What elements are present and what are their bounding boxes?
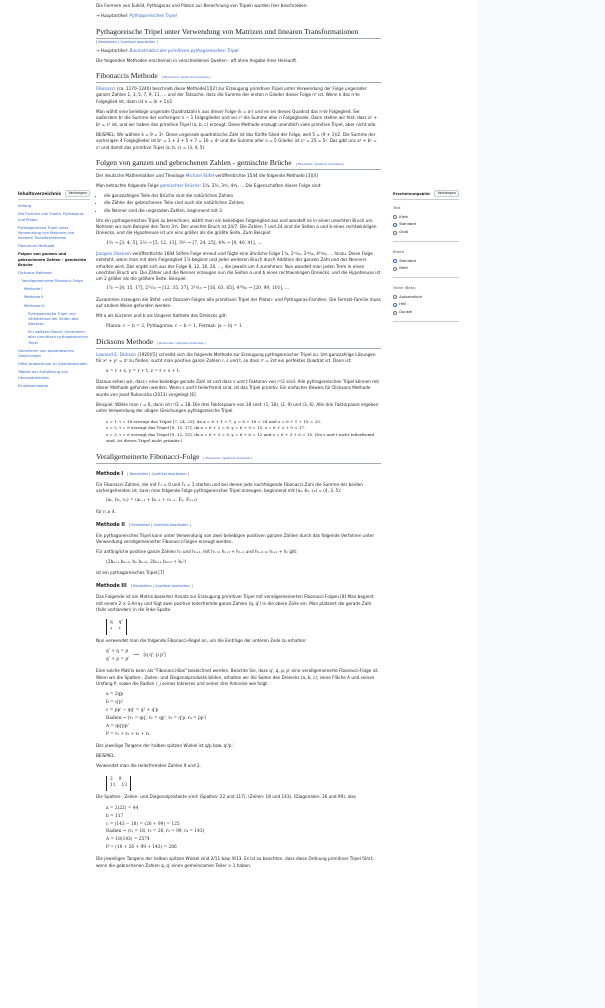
edit-links: [ Bearbeiten | Quelltext bearbeiten ] bbox=[130, 584, 193, 589]
radio-option[interactable] bbox=[393, 215, 459, 220]
radio-option[interactable] bbox=[393, 259, 459, 264]
toc-item[interactable] bbox=[18, 279, 90, 284]
formula-list bbox=[106, 691, 381, 739]
table-of-contents bbox=[18, 190, 90, 392]
toc-item[interactable] bbox=[18, 204, 90, 209]
matrix-cell: 2 bbox=[110, 776, 113, 782]
paragraph: BEISPIEL: bbox=[96, 753, 116, 759]
radio-button[interactable] bbox=[393, 267, 397, 271]
section-title: Fibonaccis Methode bbox=[96, 71, 158, 81]
subsection-heading-methode-2 bbox=[96, 523, 381, 530]
toc-item-label: Fibonaccis Methode bbox=[18, 244, 55, 249]
dickson-link[interactable]: Leonard E. Dickson bbox=[96, 352, 137, 358]
example-line: s = 2, t = 9 erzeugt das Tripel [8, 15, 17], da x = 6 + 2 = 8, y = 6 + 9 = 15, z = 6 + 2 + 9 = 17. bbox=[106, 425, 306, 431]
toc-item-label: Folgen von ganzen und gebrochenen Zahlen - gemischte Brüche bbox=[18, 252, 87, 267]
toc-item[interactable] bbox=[18, 252, 90, 268]
paragraph: Um ein pythagoreisches Tripel zu berechnen, wählt man ein beliebiges Folgenglied aus und wandelt es in einen unechten Bruch um. Nehmen wir zum Beispiel den Term 3³⁄₇. Der unechte Bruch ist 24/7. Die Zahlen 7 und 24 sind die Seiten a und b eines rechtwinkligen Dreiecks, und die Hypotenuse ist um eins größer als die größte Seite. Zum Beispiel: bbox=[96, 217, 377, 236]
radio-label: Breit bbox=[399, 266, 408, 271]
math-formula: 1⅓ → [3, 4, 5], 2⅖ → [5, 12, 13], 3³⁄₇ → [7, 24, 25], 4⁴⁄₉ → [9, 40, 41], … bbox=[106, 240, 262, 246]
appearance-groups bbox=[393, 206, 459, 322]
toc-item[interactable] bbox=[18, 271, 90, 276]
appearance-panel bbox=[393, 190, 459, 330]
example-formula-list bbox=[106, 805, 381, 853]
section-heading-folgen bbox=[96, 157, 381, 170]
edit-source-link[interactable]: Quelltext bearbeiten bbox=[155, 584, 191, 589]
toc-item[interactable] bbox=[18, 312, 90, 328]
edit-links: [ Bearbeiten | Quelltext bearbeiten ] bbox=[128, 522, 191, 527]
hatnote-prefix: → Hauptartikel: bbox=[96, 47, 130, 53]
section-title: Verallgemeinerte Fibonacci-Folge bbox=[96, 451, 200, 461]
list-item: • die ganzzahligen Teile der Brüche sind die natürlichen Zahlen bbox=[104, 193, 381, 199]
rule-matrix: [q q'; p p'] bbox=[143, 653, 166, 659]
radio-option[interactable] bbox=[393, 302, 459, 307]
subsection-heading-methode-1 bbox=[96, 472, 381, 479]
paragraph-text: (ca. 1170–1240) beschrieb diese Methode[1][2] zur Erzeugung primitiver Tripel unter Verwendung der Folge ungerader ganzer Zahlen 1, 3, 5, 7, 9, 11, … und der Tatsache, dass die Summe der ersten n Glieder dieser Folge n² ist. Wenn k das n-te Folgeglied ist, dann ist n = (k + 1)/2. bbox=[96, 86, 367, 104]
example-line: s = 1, t = 18 erzeugt das Tripel [7, 24, 25], da x = 6 + 1 = 7, y = 6 + 18 = 24 und z = 6 + 1 + 18 = 25. bbox=[106, 418, 322, 424]
edit-source-link[interactable]: Quelltext bearbeiten bbox=[176, 341, 204, 346]
toc-hide-button[interactable]: Verbergen bbox=[65, 190, 90, 197]
paragraph bbox=[96, 352, 381, 365]
rule-equations bbox=[106, 648, 129, 664]
stifel-link[interactable]: Michael Stifel bbox=[185, 172, 214, 178]
paragraph bbox=[96, 173, 381, 179]
math-formula: (2hₙ₊₁ hₙ₊₂, hₙ hₙ₊₃, 2hₙ₊₁ hₙ₊₂ + hₙ²) bbox=[106, 559, 187, 565]
edit-link[interactable]: Bearbeiten bbox=[159, 341, 174, 346]
appearance-header bbox=[393, 190, 459, 200]
paragraph: BEISPIEL: Wir wählen k = 9 = 3². Diese ungerade quadratische Zahl ist das fünfte Glied der Folge, weil 5 = (9 + 1)/2. Die Summe der vorherigen 4 Folgeglieder ist b² = 1 + 3 + 5 + 7 = 16 = 4² und die Summe aller n = 5 Glieder ist c² = 25 = 5². Das gibt uns a² + b² = c² und damit das primitive Tripel (a, b, c) = (3, 4, 5). bbox=[96, 131, 377, 150]
radio-option[interactable] bbox=[393, 230, 459, 235]
matrix-row bbox=[110, 777, 127, 784]
radio-button[interactable] bbox=[393, 215, 397, 219]
subsection-title: Methode I bbox=[96, 471, 124, 477]
hatnote-link[interactable]: Baumstruktur der primitiven pythagoreischen Tripel bbox=[129, 47, 239, 53]
equation-line: q' + q = p bbox=[106, 649, 129, 655]
paragraph: ist ein pythagoreisches Tripel.[7] bbox=[96, 570, 165, 576]
radio-button[interactable] bbox=[393, 295, 397, 299]
appearance-group-title: Farbe (Beta) bbox=[393, 286, 416, 291]
toc-list bbox=[18, 204, 90, 389]
section-heading-dickson bbox=[96, 336, 381, 349]
toc-header bbox=[18, 190, 90, 200]
edit-links: [ Bearbeiten | Quelltext bearbeiten ] bbox=[295, 161, 345, 166]
mixed-fraction-link[interactable]: gemischter Brüche bbox=[160, 183, 200, 189]
matrix-cell: 11 bbox=[110, 783, 116, 789]
math-formula: (aₙ, bₙ, cₙ) = (aₙ₋₁ + bₙ₋₁ + cₙ₋₁, Fₙ, Fₙ₊₁) bbox=[106, 498, 197, 504]
matrix-cell: • bbox=[118, 627, 122, 633]
radio-label: Standard bbox=[399, 258, 416, 263]
toc-item[interactable] bbox=[18, 330, 90, 346]
equation-line: Radien → (r₁ = qq', r₂ = qp', r₃ = q'p, r₄ = pp') bbox=[106, 715, 207, 721]
toc-item[interactable] bbox=[18, 349, 90, 359]
edit-links: [ Bearbeiten | Quelltext bearbeiten ] bbox=[96, 39, 158, 44]
radio-option[interactable] bbox=[393, 222, 459, 227]
hatnote-main-article bbox=[96, 13, 381, 19]
section-title: Dicksons Methode bbox=[96, 337, 154, 347]
edit-link[interactable]: Bearbeiten bbox=[131, 522, 151, 527]
edit-link[interactable]: Bearbeiten bbox=[205, 455, 221, 460]
edit-source-link[interactable]: Quelltext bearbeiten bbox=[314, 161, 343, 166]
radio-label: Dunkel bbox=[399, 310, 412, 315]
example-matrix bbox=[106, 776, 131, 792]
edit-links: [ Bearbeiten | Quelltext bearbeiten ] bbox=[203, 455, 253, 460]
toc-item[interactable] bbox=[18, 226, 90, 242]
matrix-row bbox=[110, 783, 127, 790]
edit-source-link[interactable]: Quelltext bearbeiten bbox=[180, 75, 209, 80]
paragraph-text: veröffentlichte 1694 Stifels Folge erneut und fügte eine ähnliche Folge 1⅞, 2¹¹⁄₁₂, 3¹⁵⁄₁₆, 4¹⁹⁄₂₀, … hinzu. Diese Folge entsteht, wenn man mit dem Folgenglied 1⅞ beginnt und jeder weiteren Bruch durch Addition der ganzen Zahl und des Nenners erhalten wird. Das ergibt sich aus der Folge 8, 12, 16, 20, …, die jeweils um 4 zunehmen. Nun wandelt man jeden Term in einen unechten Bruch um. Die Zähler und die Nenner erzeugen nun die Seiten a und b eines rechtwinkligen Dreiecks, und die Hypotenuse ist um 2 größer als die größere Seite. Beispiel: bbox=[96, 250, 381, 282]
appearance-group bbox=[393, 286, 459, 322]
math-formula: Platon: c − b = 2, Pythagoras: c − b = 1, Fermat: |a − b| = 1 bbox=[106, 323, 242, 329]
matrix-cell: • bbox=[110, 627, 113, 633]
toc-item-label: Pythagoreische Tripel unter Verwendung von Matrizen und linearen Transformationen bbox=[18, 225, 75, 241]
list-item: • die Nenner sind die ungeraden Zahlen, beginnend mit 3. bbox=[104, 208, 381, 214]
equation-line: a = 2(22) = 44 bbox=[106, 805, 139, 811]
paragraph: Zusammen erzeugen die Stifel- und Ozanam-Folgen alle primitiven Tripel der Platon- und Pythagoras-Familien. Die Fermat-Familie muss auf andere Weise gefunden werden. bbox=[96, 296, 381, 309]
paragraph: Nun verwendet man die folgende Fibonacci-Regel an, um die Einträge der unteren Zeile zu erhalten: bbox=[96, 638, 307, 644]
toc-item[interactable] bbox=[18, 362, 90, 367]
paragraph: Die Spalten-, Zeilen- und Diagonalprodukte sind: (Spalten: 22 und 117), (Zeilen: 18 und 143), (Diagonalen: 26 und 99), also bbox=[96, 794, 356, 800]
paragraph: Daraus sehen wir, dass r eine beliebige gerade Zahl ist und dass s und t Faktoren von r²/2 sind. Alle pythagoreischen Tripel können mit dieser Methode gefunden werden. Wenn s und t teilerfremd sind, ist das Tripel primitiv. Ein einfacher Beweis für Dicksons Methode wurde von Josef Rukavicka (2013) vorgelegt.[6] bbox=[96, 379, 380, 397]
paragraph-text: Man betrachte folgende Folge bbox=[96, 183, 161, 189]
toc-item-label: Methode III bbox=[24, 303, 45, 308]
section-title: Pythagoreische Tripel unter Verwendung von Matrizen und linearen Transformationen bbox=[96, 26, 359, 36]
paragraph: Ein pythagoreisches Tripel kann unter Verwendung von zwei beliebigen positiven ganzen Zahlen durch das folgende Verfahren unter Verwendung verallgemeinerter Fibonacci-Folgen erzeugt werden. bbox=[96, 532, 375, 545]
math-formula: x = r + s, y = r + t, z = r + s + t. bbox=[106, 368, 180, 374]
math-formula: 1⅞ → [8, 15, 17], 2¹¹⁄₁₂ → [12, 35, 37], 3¹⁵⁄₁₆ → [16, 63, 65], 4¹⁹⁄₂₀ → [20, 99, 101], … bbox=[106, 286, 290, 292]
hatnote-prefix: → Hauptartikel: bbox=[96, 13, 130, 19]
equation-line: Radien → (r₁ = 18, r₂ = 26, r₃ = 99, r₄ = 143) bbox=[106, 829, 205, 835]
appearance-group-title: Text bbox=[393, 206, 401, 211]
matrix-cell: q bbox=[110, 620, 113, 626]
toc-item-label: Einzelnachweise bbox=[18, 383, 49, 388]
matrix-row bbox=[110, 627, 123, 634]
fibonacci-box-matrix bbox=[106, 619, 127, 635]
subsection-title: Methode III bbox=[96, 584, 127, 590]
radio-label: Hell bbox=[399, 302, 407, 307]
paragraph: Für anfängliche positive ganze Zahlen hₙ und hₙ₊₁, mit hₙ = hₙ₊₁ + hₙ₋₁ und hₙ₊₂ = hₙ₊₁ + hₙ gilt: bbox=[96, 549, 298, 555]
radio-label: Automatisch bbox=[399, 294, 423, 299]
equation-line: c = (143 − 18) = (26 + 99) = 125 bbox=[106, 821, 180, 827]
paragraph: für n ≥ 4. bbox=[96, 508, 117, 514]
hatnote-link[interactable]: Pythagoreisches Tripel bbox=[129, 13, 177, 19]
radio-button[interactable] bbox=[393, 231, 397, 235]
paragraph: Mit a als kürzerer und b als längerer Kathete des Dreiecks gilt: bbox=[96, 313, 227, 319]
paragraph: Beispiel: Wähle man r = 6, dann ist r²/2 = 18. Die drei Faktorpaare von 18 sind: (1, 18), (2, 9) und (3, 6). Alle drei Faktorpaare ergeben unter Verwendung der obigen Gleichungen pythagoreische Tripel. bbox=[96, 401, 379, 414]
paragraph bbox=[96, 183, 381, 189]
dickson-examples bbox=[106, 419, 381, 445]
subsection-heading-methode-3 bbox=[96, 584, 381, 591]
equation-line: b = 117 bbox=[106, 813, 124, 819]
edit-source-link[interactable]: Quelltext bearbeiten bbox=[153, 522, 189, 527]
paragraph: Man wählt eine beliebige ungerade Quadratzahl k aus dieser Folge (k = a²) und es sei dieses Quadrat das n-te Folgeglied. Sei außerdem b² die Summe der vorherigen n − 1 Folgeglieder und sei c² die Summe aller n Folgeglieder. Dann stellen wir fest, dass a² + b² = c² ist, und wir haben das primitive Tripel (a, b, c) erzeugt. Diese Methode erzeugt unendlich viele primitive Tripel, aber nicht alle. bbox=[96, 109, 378, 127]
radio-option[interactable] bbox=[393, 266, 459, 271]
paragraph-text: (1920)[5] schreibt sich die folgende Methode zur Erzeugung pythagoreischer Tripel zu. Um ganzzahlige Lösungen für x² + y² = z² zu finden, sucht man positive ganze Zahlen r, s und t, so dass r² = 2st ein perfektes Quadrat ist. Dann ist: bbox=[96, 352, 376, 364]
equation-line: A = qq'pp' bbox=[106, 723, 129, 729]
hatnote-tree bbox=[96, 48, 381, 54]
intro-line: Die Formeln von Euklid, Pythagoras und Platon zur Berechnung von Tripeln wurden hier beschrieben: bbox=[96, 3, 308, 8]
property-list bbox=[96, 193, 381, 213]
equation-line: A = 18(143) = 2574 bbox=[106, 837, 150, 843]
edit-link[interactable]: Bearbeiten bbox=[129, 471, 149, 476]
paragraph: Verwendet man die teilerfremden Zahlen 9 und 2. bbox=[96, 763, 201, 769]
edit-link[interactable]: Bearbeiten bbox=[297, 161, 313, 166]
matrix-cell: q' bbox=[118, 620, 123, 626]
appearance-group-title: Breite bbox=[393, 250, 404, 255]
paragraph-text: Der deutsche Mathematiker und Theologe bbox=[96, 172, 186, 178]
equation-line: a = 2qp bbox=[106, 692, 124, 698]
equation-line: b = q'p' bbox=[106, 700, 123, 706]
appearance-hide-button[interactable]: Verbergen bbox=[434, 190, 459, 197]
equation-line: q' + p = p' bbox=[106, 657, 130, 663]
subsection-title: Methode II bbox=[96, 522, 125, 528]
equation-line: c = pp' − qq' = q² + q'p bbox=[106, 707, 159, 713]
toc-item[interactable] bbox=[18, 384, 90, 389]
radio-button[interactable] bbox=[393, 303, 397, 307]
toc-item[interactable] bbox=[18, 212, 90, 222]
appearance-title: Erscheinungsbild bbox=[393, 190, 430, 196]
implies-symbol: ⟹ bbox=[133, 653, 140, 659]
toc-item-label: Höhe proportional zu Quadratwurzeln bbox=[18, 362, 88, 367]
radio-label: Groß bbox=[399, 230, 409, 235]
list-item: • die Zähler der gebrochenen Teile sind auch die natürlichen Zahlen; bbox=[104, 200, 381, 206]
edit-link[interactable]: Bearbeiten bbox=[133, 584, 152, 589]
paragraph: Der jeweilige Tangens der halben spitzen Winkel ist q/p bzw. q'/p'. bbox=[96, 742, 234, 748]
edit-links: [ Bearbeiten | Quelltext bearbeiten ] bbox=[161, 75, 211, 80]
radio-label: Klein bbox=[399, 214, 409, 219]
ozanam-link[interactable]: Jacques Ozanam bbox=[96, 250, 131, 256]
edit-source-link[interactable]: Quelltext bearbeiten bbox=[151, 471, 187, 476]
paragraph bbox=[96, 86, 381, 105]
appearance-group bbox=[393, 206, 459, 242]
toc-title: Inhaltsverzeichnis bbox=[18, 190, 61, 196]
toc-item-label: Dicksons Methode bbox=[18, 270, 52, 275]
fibonacci-rule bbox=[106, 648, 381, 664]
edit-links: [ Bearbeiten | Quelltext bearbeiten ] bbox=[157, 341, 206, 346]
paragraph bbox=[96, 251, 381, 282]
paragraph: Die jeweiligen Tangens der halben spitzen Winkel sind 2/11 bzw. 9/13. Es ist zu beachten, dass diese Ordnung primitiver Tripel führt, wenn die gebrochenen Zahlen q, q' einen gemeinsamen Teiler > 1 haben. bbox=[96, 856, 374, 868]
toc-item-label: Generieren von quadratischen Gleichungen bbox=[18, 348, 75, 358]
toc-item[interactable] bbox=[18, 244, 90, 249]
edit-links: [ Bearbeiten | Quelltext bearbeiten ] bbox=[127, 471, 189, 476]
edit-source-link[interactable]: Quelltext bearbeiten bbox=[222, 455, 251, 460]
right-gutter bbox=[478, 0, 605, 1008]
toc-item-label: Tabelle der Aufzählung von Heronsdreiecken bbox=[18, 370, 68, 380]
radio-option[interactable] bbox=[393, 310, 459, 315]
toc-item-label: Anfang bbox=[18, 204, 32, 209]
matrix-cell: 9 bbox=[118, 776, 122, 782]
radio-button[interactable] bbox=[393, 223, 397, 227]
edit-link[interactable]: Bearbeiten bbox=[163, 75, 179, 80]
section-heading-verallgemeinert bbox=[96, 451, 381, 464]
paragraph: Für Fibonacci-Zahlen, die mit F₁ = 0 und F₂ = 1 starten und bei denen jede nachfolgende Fibonacci-Zahl die Summe der beiden vorhergehenden ist, kann man folgende Folge pythagoreischer Tripel erzeugen, beginnend mit (a₃, b₃, c₃) = (4, 3, 5): bbox=[96, 481, 363, 493]
equation-line: P = r₁ + r₂ + r₃ + r₄ bbox=[106, 731, 150, 737]
appearance-group bbox=[393, 250, 459, 278]
equation-line: P = (18 + 26 + 99 + 143) = 286 bbox=[106, 845, 177, 851]
radio-button[interactable] bbox=[393, 259, 397, 263]
toc-item-label: Die Formeln von Euklid, Pythagoras und Platon bbox=[18, 212, 84, 222]
toc-item[interactable] bbox=[18, 287, 90, 292]
section-heading-fibonacci bbox=[96, 70, 381, 83]
example-line: s = 3, t = 6 erzeugt das Tripel [9, 12, 15], da x = 6 + 3 = 9, y = 6 + 6 = 12 und z = 6 + 3 + 6 = 15. (Da s und t nicht teilerfremd sind, ist dieses Tripel nicht primitiv.) bbox=[106, 431, 375, 444]
radio-label: Standard bbox=[399, 222, 416, 227]
edit-link[interactable]: Bearbeiten bbox=[98, 39, 118, 44]
radio-option[interactable] bbox=[393, 295, 459, 300]
matrix-row bbox=[110, 620, 123, 627]
article-content bbox=[96, 3, 381, 873]
edit-source-link[interactable]: Quelltext bearbeiten bbox=[120, 39, 156, 44]
toc-item-label: Verallgemeinerte Fibonacci-Folge bbox=[21, 279, 83, 284]
section-heading-matrix bbox=[96, 26, 381, 39]
toc-item-label: Pythagoreische Tripel und Verhältnisse der Seiten des Dreiecks bbox=[28, 311, 79, 327]
toc-item[interactable] bbox=[18, 370, 90, 380]
fibonacci-link[interactable]: Fibonacci bbox=[96, 86, 116, 92]
paragraph: Die folgenden Methoden erscheinen in verschiedenen Quellen - oft ohne Angabe ihrer Herkunft. bbox=[96, 57, 298, 63]
radio-button[interactable] bbox=[393, 311, 397, 315]
paragraph-text: veröffentlichte 1544 die folgende Methode.[3][4] bbox=[213, 172, 318, 178]
paragraph-text: : 1⅓, 2⅖, 3³⁄₇, 4⁴⁄₉, … Die Eigenschaften dieser Folge sind: bbox=[199, 183, 322, 189]
toc-item-label: Ein weiterer Baum: Generieren aller primitiven pythagoreischen Tripel bbox=[28, 330, 88, 345]
paragraph: Eine solche Matrix kann als "Fibonacci-Box" bezeichnet werden. Beachte Sie, dass q', q, p, p' eine verallgemeinerte Fibonacci-Folge ist. Wenn wir die Spalten-, Zeilen- und Diagonalprodukte bilden, erhalten wir die Seiten des Dreiecks (a, b, c), seine Fläche A und seinen Umfang P, sowie die Radien r_i seines Inkreises und seiner drei Ankreise wie folgt: bbox=[96, 668, 379, 686]
section-title: Folgen von ganzen und gebrochenen Zahlen - gemischte Brüche bbox=[96, 157, 292, 167]
matrix-cell: 13 bbox=[121, 783, 127, 789]
toc-item[interactable] bbox=[18, 295, 90, 300]
toc-item-label: Methode II bbox=[24, 295, 44, 300]
toc-item[interactable] bbox=[18, 304, 90, 309]
paragraph: Das Folgende ist ein Matrix-basierter Ansatz zur Erzeugung primitiver Tripel mit verallgemeinerten Fibonacci-Folgen.[8] Man beginnt mit einem 2 × 2-Array und fügt zwei positive teilerfremde ganze Zahlen (q, q') in die obere Zeile ein. Man platziert die gerade Zahl (falls vorhanden) in die linke Spalte. bbox=[96, 594, 374, 612]
toc-item-label: Methode I bbox=[24, 287, 43, 292]
chevron-up-icon[interactable]: ⌃ bbox=[18, 279, 21, 284]
